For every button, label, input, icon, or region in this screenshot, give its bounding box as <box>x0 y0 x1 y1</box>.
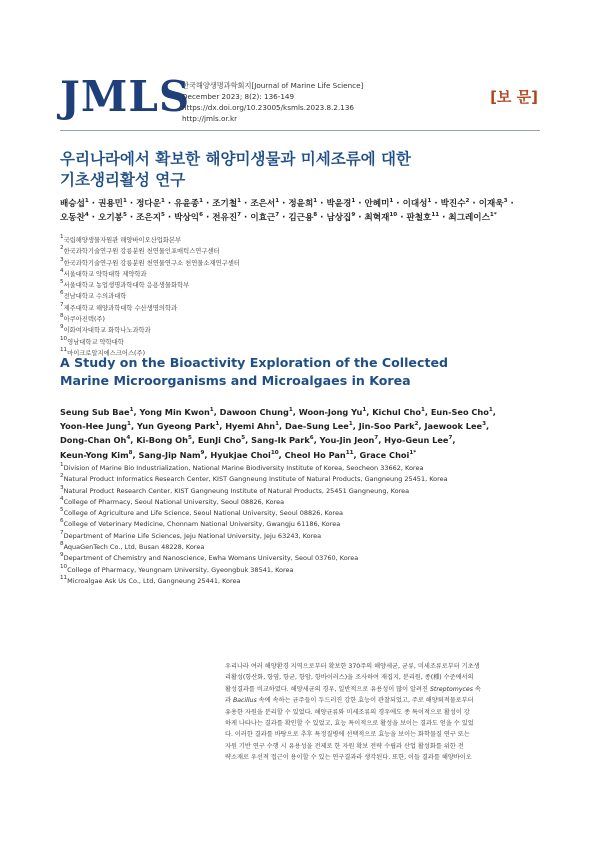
abstract-line: 활성결과를 비교하였다. 해양세균의 경우, 일반적으로 유용성이 많이 알려진 Streptomyces 속 <box>225 685 481 693</box>
author-affiliation-mark: 3 <box>503 198 508 204</box>
journal-name: 한국해양생명과학회지[Journal of Marine Life Science] <box>182 81 364 90</box>
abstract-line: 과 Bacillus 속에 속하는 균주들이 두드러진 강한 효능이 관찰되었고, 주로 해양퇴적물로부터 <box>225 697 474 705</box>
title-english <box>60 354 540 390</box>
author-name: Hyo-Geun Lee <box>384 435 449 446</box>
author-name: 조은서 <box>250 199 276 209</box>
journal-info <box>182 80 363 124</box>
author-affiliation-mark: 1 <box>127 421 131 428</box>
abstract-line: 다. 이러한 결과를 바탕으로 추후 특정질병에 선택적으로 효능을 보이는 화학물질 연구 또는 <box>225 731 470 739</box>
author-name: 오기봉 <box>98 213 123 223</box>
author-affiliation-mark: 1 <box>129 407 134 413</box>
author-affiliation-mark: 1 <box>215 421 220 428</box>
affiliation-number: 4 <box>60 495 64 502</box>
author-name: You-Jin Jeon <box>319 435 375 446</box>
abstract-line: 리활성(항산화, 항염, 항균, 항암, 항바이러스)을 조사하여 재집지, 분리원, 종(種) 수준에서의 <box>225 674 474 682</box>
affiliation-number: 2 <box>60 245 64 252</box>
author-affiliation-mark: 1 <box>275 198 280 204</box>
author-name: 이효근 <box>250 213 276 223</box>
author-affiliation-mark: 7 <box>374 435 379 442</box>
affiliation-number: 3 <box>60 484 64 491</box>
author-name: 판철호 <box>406 213 432 223</box>
author-name: Sang-Ik Park <box>251 435 310 446</box>
author-name: 이재욱 <box>478 199 504 209</box>
affiliation-text: College of Veterinary Medicine, Chonnam National University, Gwangju 61186, Korea <box>63 520 341 529</box>
affiliation-text: Microalgae Ask Us Co., Ltd, Gangneung 25441, Korea <box>67 576 241 585</box>
affiliation-text: 마이크로알지에스크어스(주) <box>67 349 146 357</box>
affiliation-item <box>60 314 540 325</box>
affiliation-text: 아쿠아진텍(주) <box>63 316 105 324</box>
author-affiliation-mark: 9 <box>200 449 205 456</box>
title-english-line-2: Marine Microorganisms and Microalgaes in Korea <box>60 373 411 388</box>
author-affiliation-mark: 5 <box>187 435 192 442</box>
affiliation-number: 1 <box>60 234 64 240</box>
affiliation-number: 5 <box>60 507 64 514</box>
author-name: Yong Min Kwon <box>139 407 210 417</box>
title-korean <box>60 149 540 191</box>
affiliations-english <box>60 463 540 587</box>
abstract-line: 우리나라 여러 해양환경 지역으로부터 확보한 370주의 해양세균, 균류, 미세조류로부터 기초생 <box>225 663 480 670</box>
author-affiliation-mark: 10 <box>270 449 279 456</box>
author-name: 배승섭 <box>60 199 85 209</box>
author-affiliation-mark: 8 <box>313 212 318 218</box>
affiliation-item <box>60 246 540 257</box>
author-name: 정윤희 <box>288 199 314 209</box>
author-line: Keun-Yong Kim$^8$, Sang-Jip Nam$^9$, Hyukjae Choi$^{10}$, Cheol Ho Pan$^{11}$, Grace Choi$^{1*}$ <box>60 449 417 460</box>
affiliation-item <box>60 258 540 269</box>
author-affiliation-mark: 5 <box>161 212 165 218</box>
author-name: Hyemi Ahn <box>225 421 276 432</box>
author-name: Dae-Sung Lee <box>285 421 349 432</box>
author-name: Dong-Chan Oh <box>60 435 127 446</box>
author-name: Jaewook Lee <box>424 421 483 432</box>
affiliation-text: 이화여자대학교 화학나노과학과 <box>63 327 151 335</box>
author-name: Ki-Bong Oh <box>136 435 188 446</box>
author-affiliation-mark: 1 <box>275 421 280 428</box>
author-name: EunJi Cho <box>197 435 242 446</box>
affiliation-item <box>60 486 540 497</box>
author-name: 최혁재 <box>364 213 390 223</box>
author-affiliation-mark: 8 <box>128 449 133 456</box>
author-affiliation-mark: 4 <box>84 212 89 218</box>
author-name: Eun-Seo Cho <box>430 407 489 417</box>
author-name: Dawoon Chung <box>219 407 289 417</box>
author-name: 박진수 <box>440 199 466 209</box>
affiliation-item <box>60 463 540 474</box>
author-name: 안혜미 <box>364 199 390 209</box>
abstract-line: 자원 기반 연구 수행 시 유용성을 전제로 한 자원 확보 전략 수립과 산업 활성화를 위한 전 <box>225 742 464 750</box>
affiliation-number: 9 <box>60 552 64 559</box>
affiliation-number: 3 <box>60 256 64 263</box>
affiliation-text: College of Agriculture and Life Science, Seoul National University, Seoul 08826, Korea <box>63 509 343 518</box>
author-affiliation-mark: 1 <box>161 198 165 204</box>
author-name: Grace Choi <box>359 449 410 460</box>
author-affiliation-mark: 5 <box>122 212 127 218</box>
title-korean-line-2: 기초생리활성 연구 <box>60 171 186 189</box>
author-name: Woon-Jong Yu <box>298 407 363 417</box>
doi-link[interactable]: https://dx.doi.org/10.23005/ksmls.2023.8.2.136 <box>182 103 354 112</box>
journal-logo: JMLS <box>60 72 191 121</box>
author-name: 박상익 <box>174 213 200 223</box>
affiliation-text: 한국과학기술연구원 강릉분원 천연물연구소 천연물소재연구센터 <box>63 259 240 267</box>
genus-name: Bacillus <box>232 697 257 705</box>
affiliation-number: 5 <box>60 279 64 286</box>
author-affiliation-mark: 4 <box>126 435 131 442</box>
affiliation-text: 한국과학기술연구원 강릉분원 천연물인포매틱스연구센터 <box>63 248 220 256</box>
affiliation-item <box>60 291 540 302</box>
affiliation-item <box>60 325 540 336</box>
genus-name: Streptomyces <box>429 685 473 693</box>
author-affiliation-mark: 1* <box>489 212 497 218</box>
author-line: Seung Sub Bae$^1$, Yong Min Kwon$^1$, Dawoon Chung$^1$, Woon-Jong Yu$^1$, Kichul Cho$^1$, Eun-Seo Cho$^1$, <box>60 407 496 417</box>
affiliation-text: Department of Marine Life Sciences, Jeju National University, Jeju 63243, Korea <box>63 531 322 540</box>
author-name: 조기철 <box>212 199 238 209</box>
authors-korean <box>60 197 545 225</box>
affiliation-item <box>60 269 540 280</box>
author-affiliation-mark: 7 <box>237 212 242 218</box>
title-english-line-1: A Study on the Bioactivity Exploration of the Collected <box>60 355 449 370</box>
abstract-line: 유용한 자원을 분리할 수 있었다. 해양균류와 미세조류의 경우에도 종 특이적으로 활성이 강 <box>225 708 470 716</box>
journal-issue: December 2023; 8(2): 136-149 <box>182 92 295 101</box>
author-affiliation-mark: 7 <box>448 435 453 442</box>
affiliation-text: AquaGenTech Co., Ltd, Busan 48228, Korea <box>63 543 205 552</box>
author-affiliation-mark: 1* <box>409 449 417 456</box>
affiliation-number: 9 <box>60 324 64 331</box>
author-name: Kichul Cho <box>372 407 421 417</box>
affiliation-item <box>60 280 540 291</box>
author-name: 조은지 <box>136 213 162 223</box>
author-name: 김근용 <box>288 213 314 223</box>
affiliation-number: 6 <box>60 290 64 297</box>
abstract <box>225 661 539 764</box>
header-divider <box>60 130 540 131</box>
abstract-line: 하게 나타나는 결과를 확인할 수 있었고, 효능 특이적으로 활성을 보이는 결과도 얻을 수 있었 <box>225 720 474 728</box>
affiliation-number: 10 <box>60 563 68 570</box>
author-affiliation-mark: 10 <box>389 212 398 218</box>
author-name: 전유진 <box>212 213 238 223</box>
title-korean-line-1: 우리나라에서 확보한 해양미생물과 미세조류에 대한 <box>60 150 411 168</box>
affiliation-item <box>60 337 540 348</box>
affiliation-item <box>60 576 540 587</box>
affiliation-text: Natural Product Informatics Research Center, KIST Gangneung Institute of Natural Products, Gangneung 25451, Korea <box>63 475 448 484</box>
author-name: 유윤종 <box>174 199 200 209</box>
author-affiliation-mark: 7 <box>275 212 280 218</box>
affiliation-text: 서울대학교 농업생명과학대학 응용생물화학부 <box>63 282 190 290</box>
affiliation-item <box>60 497 540 508</box>
author-affiliation-mark: 1 <box>84 198 89 204</box>
affiliation-text: 서울대학교 약학대학 제약학과 <box>63 270 147 278</box>
author-affiliation-mark: 1 <box>488 407 493 413</box>
article-type-badge: [보 문] <box>490 88 538 106</box>
journal-url[interactable]: http://jmls.or.kr <box>182 114 238 123</box>
affiliation-text: 영남대학교 약학대학 <box>67 338 124 346</box>
authors-english <box>60 405 545 462</box>
author-affiliation-mark: 1 <box>199 198 203 204</box>
author-affiliation-mark: 9 <box>351 212 356 218</box>
author-name: Cheol Ho Pan <box>284 449 346 460</box>
author-affiliation-mark: 1 <box>237 198 242 204</box>
abstract-line: 략소재로 우선적 접근이 용이할 수 있는 연구결과라 생각된다. 또한, 이들 결과를 해양바이오 <box>225 754 472 762</box>
affiliation-number: 4 <box>60 267 64 274</box>
author-affiliation-mark: 5 <box>241 435 246 442</box>
affiliation-number: 7 <box>60 301 64 308</box>
affiliation-item <box>60 508 540 519</box>
affiliation-number: 8 <box>60 313 64 320</box>
affiliation-item <box>60 531 540 542</box>
author-name: 정다운 <box>136 199 162 209</box>
author-line: Dong-Chan Oh$^4$, Ki-Bong Oh$^5$, EunJi Cho$^5$, Sang-Ik Park$^6$, You-Jin Jeon$^7$, Hyo-Geun Lee$^7$, <box>60 435 456 446</box>
affiliation-text: 제주대학교 해양과학대학 수산생명의학과 <box>63 304 178 312</box>
affiliation-text: Natural Product Research Center, KIST Gangneung Institute of Natural Products, 25451 Gangneung, Korea <box>63 486 410 495</box>
affiliation-text: 전남대학교 수의과대학 <box>63 293 127 301</box>
author-affiliation-mark: 1 <box>427 198 432 204</box>
author-name: Seung Sub Bae <box>60 407 130 417</box>
author-affiliation-mark: 1 <box>288 407 293 413</box>
author-line: 배승섭$^1$ · 권용민$^1$ · 정다운$^1$ · 유윤종$^1$ · 조기철$^1$ · 조은서$^1$ · 정윤희$^1$ · 박윤경$^1$ · 안혜미$^1$ · 이대성$^1$ · 박진수$^2$ · 이재욱$^3$ · <box>60 198 514 209</box>
author-affiliation-mark: 3 <box>482 421 486 428</box>
affiliation-item <box>60 303 540 314</box>
affiliation-text: 국립해양생물자원관 해양바이오산업화본부 <box>63 237 182 244</box>
author-name: 남상집 <box>326 213 352 223</box>
affiliation-number: 11 <box>60 574 68 581</box>
author-affiliation-mark: 1 <box>348 421 353 428</box>
author-name: 권용민 <box>98 199 123 209</box>
affiliation-number: 6 <box>60 518 64 525</box>
author-name: 박윤경 <box>326 199 352 209</box>
author-affiliation-mark: 1 <box>209 407 214 413</box>
author-affiliation-mark: 6 <box>199 212 203 218</box>
affiliation-item <box>60 542 540 553</box>
author-affiliation-mark: 11 <box>345 449 354 456</box>
author-name: Jin-Soo Park <box>358 421 415 432</box>
affiliation-item <box>60 565 540 576</box>
author-name: Hyukjae Choi <box>210 449 271 460</box>
affiliation-item <box>60 519 540 530</box>
affiliation-number: 2 <box>60 473 64 480</box>
affiliation-text: Division of Marine Bio Industrialization, National Marine Biodiversity Institute of Korea, Seocheon 33662, Korea <box>63 464 424 472</box>
author-name: 이대성 <box>402 199 428 209</box>
author-affiliation-mark: 6 <box>309 435 314 442</box>
author-line: Yoon-Hee Jung$^1$, Yun Gyeong Park$^1$, Hyemi Ahn$^1$, Dae-Sung Lee$^1$, Jin-Soo Park$^2$, Jaewook Lee$^3$, <box>60 421 490 432</box>
affiliation-text: College of Pharmacy, Seoul National University, Seoul 08826, Korea <box>63 497 285 506</box>
author-affiliation-mark: 1 <box>122 198 127 204</box>
affiliation-item <box>60 474 540 485</box>
author-affiliation-mark: 1 <box>313 198 318 204</box>
affiliation-number: 8 <box>60 541 64 548</box>
affiliation-number: 11 <box>60 346 68 353</box>
affiliation-number: 10 <box>60 335 68 342</box>
author-line: 오동찬$^4$ · 오기봉$^5$ · 조은지$^5$ · 박상익$^6$ · 전유진$^7$ · 이효근$^7$ · 김근용$^8$ · 남상집$^9$ · 최혁재$^{10}$ · 판철호$^{11}$ · 최그레이스$^{1*}$ <box>60 212 497 223</box>
author-affiliation-mark: 1 <box>389 198 394 204</box>
author-name: 최그레이스 <box>448 213 490 223</box>
affiliation-text: College of Pharmacy, Yeungnam University, Gyeongbuk 38541, Korea <box>67 565 294 574</box>
affiliation-item <box>60 235 540 246</box>
affiliations-korean <box>60 235 540 359</box>
author-name: Yoon-Hee Jung <box>60 421 128 432</box>
author-name: Yun Gyeong Park <box>136 421 216 432</box>
affiliation-text: Department of Chemistry and Nanoscience, Ewha Womans University, Seoul 03760, Korea <box>63 554 359 563</box>
author-name: Keun-Yong Kim <box>60 449 129 460</box>
author-affiliation-mark: 11 <box>431 212 440 218</box>
author-affiliation-mark: 2 <box>465 198 470 204</box>
author-name: Sang-Jip Nam <box>138 449 201 460</box>
author-affiliation-mark: 2 <box>414 421 419 428</box>
author-affiliation-mark: 1 <box>420 407 425 413</box>
author-name: 오동찬 <box>60 213 85 223</box>
affiliation-number: 7 <box>60 529 64 536</box>
affiliation-item <box>60 553 540 564</box>
affiliation-number: 1 <box>60 462 64 468</box>
author-affiliation-mark: 1 <box>362 407 367 413</box>
author-affiliation-mark: 1 <box>351 198 356 204</box>
